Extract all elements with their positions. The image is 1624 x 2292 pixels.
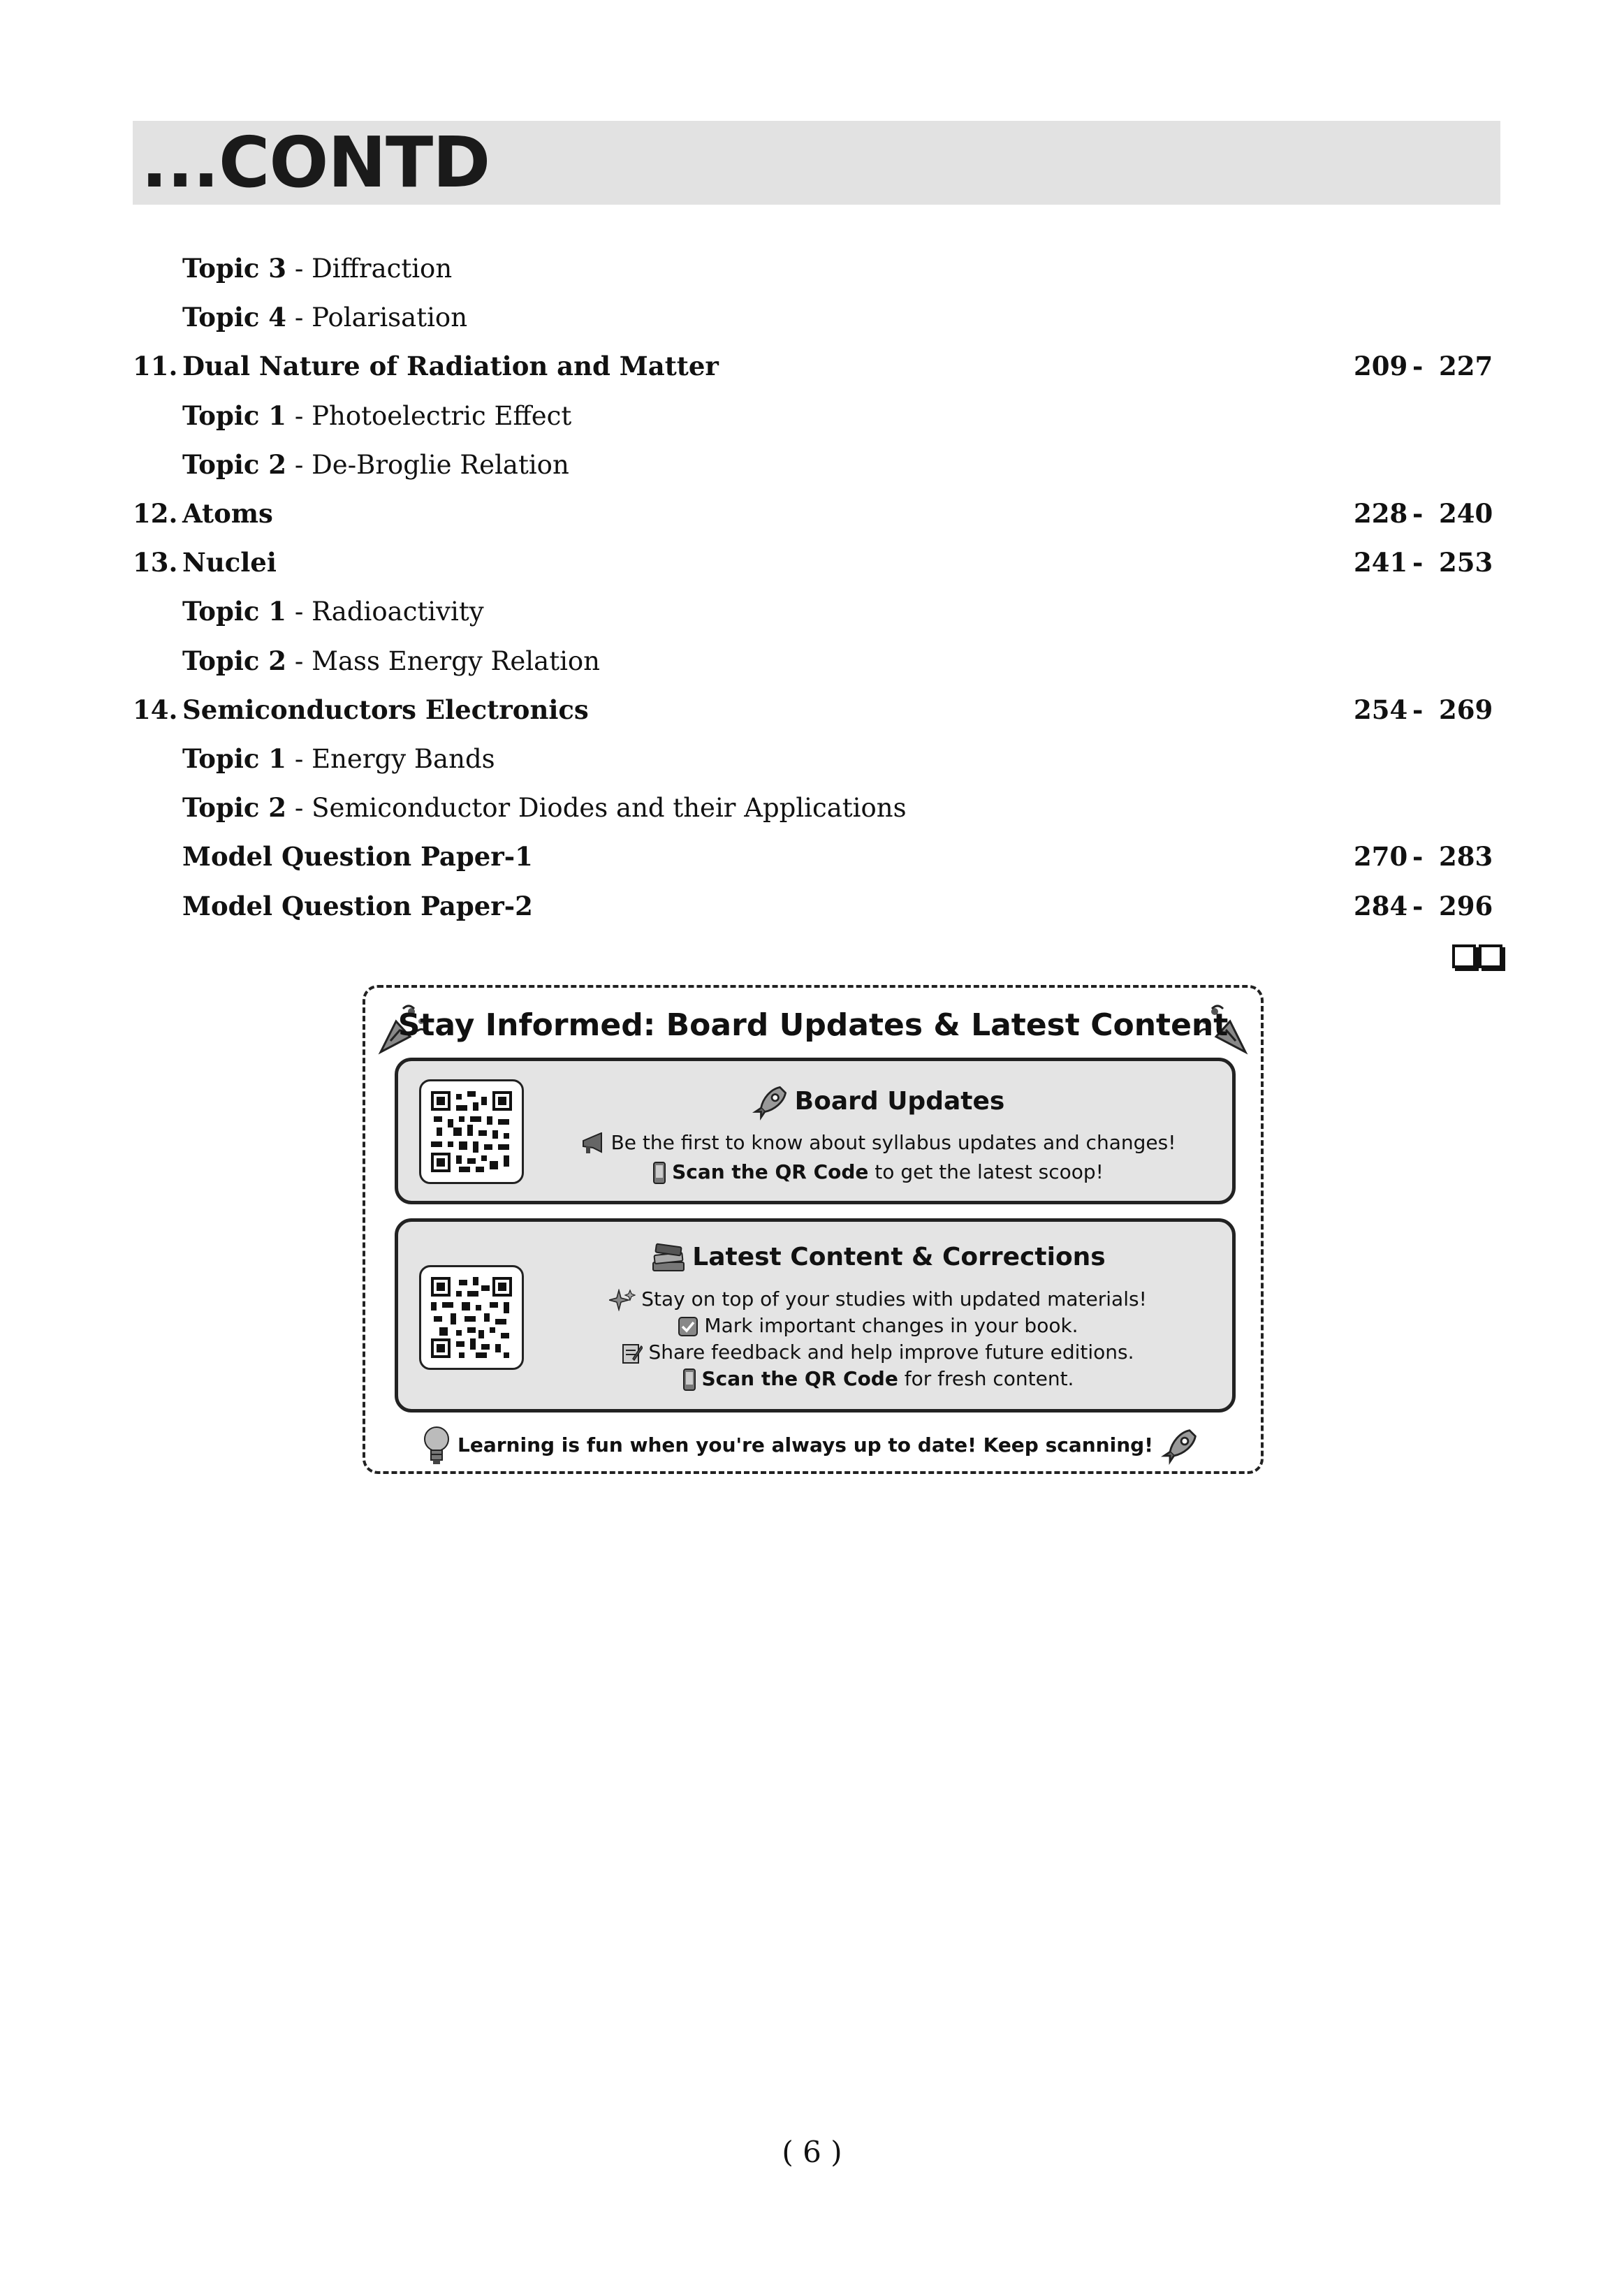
toc-entry-title (182, 689, 589, 731)
toc-page-from: 241 (1354, 547, 1408, 578)
toc-page-dash: - (1412, 351, 1424, 382)
toc-page-dash: - (1412, 841, 1424, 873)
books-icon (650, 1243, 687, 1273)
rocket-icon (1160, 1426, 1199, 1466)
toc-topic-label: Topic 1 (182, 743, 287, 774)
toc-page-dash: - (1412, 890, 1424, 921)
toc-row (0, 444, 1624, 486)
toc-chapter-title: Semiconductors Electronics (182, 694, 589, 725)
toc-topic-title: Photoelectric Effect (312, 400, 572, 431)
toc-entry-title: Topic 3 - Diffraction (182, 253, 453, 284)
phone-icon (652, 1162, 666, 1184)
end-mark-icon (1449, 944, 1502, 971)
sparkles-icon (609, 1289, 636, 1311)
memo-icon (622, 1342, 643, 1364)
toc-page-from: 254 (1354, 694, 1408, 725)
latest-content-line4 (538, 1367, 1218, 1391)
latest-content-card (395, 1218, 1236, 1413)
toc-topic-title: Diffraction (312, 254, 453, 284)
latest-content-line4-text: for fresh content. (898, 1367, 1074, 1390)
toc-row (0, 296, 1624, 338)
toc-topic-title: Semiconductor Diodes and their Applications (312, 793, 907, 824)
info-heading: Stay Informed: Board Updates & Latest Content (397, 1007, 1229, 1043)
latest-content-title (538, 1243, 1218, 1273)
checkbox-icon (678, 1316, 698, 1337)
toc-chapter-number: 14. (133, 694, 178, 725)
latest-content-line1 (538, 1287, 1218, 1311)
toc-row (0, 247, 1624, 289)
toc-entry-title: Topic 2 - Semiconductor Diodes and their Applications (182, 792, 907, 824)
toc-row (0, 345, 1624, 387)
toc-topic-label: Topic 2 (182, 448, 287, 480)
header-bar (133, 121, 1500, 205)
toc-chapter-title: Model Question Paper-1 (182, 841, 533, 873)
toc-row (0, 541, 1624, 583)
toc-chapter-title: Nuclei (182, 547, 277, 578)
toc-row (0, 590, 1624, 632)
toc-row (0, 738, 1624, 780)
toc-entry-title: Topic 1 - Energy Bands (182, 743, 495, 774)
toc-entry-title: Topic 2 - De-Broglie Relation (182, 448, 569, 480)
toc-entry-title: Topic 2 - Mass Energy Relation (182, 645, 601, 676)
board-updates-line2 (538, 1160, 1218, 1184)
toc-page-to: 283 (1439, 841, 1493, 873)
toc-page-from: 284 (1354, 890, 1408, 921)
toc-page-to: 253 (1439, 547, 1493, 578)
toc-topic-label: Topic 1 (182, 400, 287, 431)
toc-row (0, 885, 1624, 927)
latest-content-line3 (538, 1341, 1218, 1364)
board-updates-line1-text: Be the first to know about syllabus updates and changes! (610, 1131, 1176, 1154)
toc-row (0, 787, 1624, 829)
lightbulb-icon (421, 1425, 452, 1467)
latest-content-line2-text: Mark important changes in your book. (704, 1314, 1078, 1337)
toc-topic-title: Polarisation (312, 302, 468, 333)
toc-entry-title (182, 492, 273, 535)
toc-topic-title: Mass Energy Relation (312, 645, 601, 676)
latest-content-title-text: Latest Content & Corrections (692, 1243, 1106, 1271)
toc-chapter-number: 12. (133, 498, 178, 529)
toc-page-from: 270 (1354, 841, 1408, 873)
toc-entry-title: Topic 1 - Photoelectric Effect (182, 400, 572, 431)
toc-page-from: 209 (1354, 351, 1408, 382)
toc-chapter-title: Atoms (182, 498, 273, 529)
megaphone-icon (580, 1132, 606, 1155)
latest-content-line3-text: Share feedback and help improve future editions. (648, 1341, 1134, 1364)
rocket-icon (752, 1083, 789, 1121)
qr-code-icon[interactable] (419, 1079, 524, 1184)
latest-content-line1-text: Stay on top of your studies with updated materials! (641, 1287, 1147, 1311)
toc-entry-title (182, 885, 533, 928)
toc-row (0, 640, 1624, 682)
toc-topic-title: Radioactivity (312, 597, 484, 627)
info-footer (365, 1425, 1261, 1467)
latest-content-line2 (538, 1314, 1218, 1337)
toc-page-to: 227 (1439, 351, 1493, 382)
toc-chapter-title: Model Question Paper-2 (182, 890, 533, 921)
qr-code-icon[interactable] (419, 1265, 524, 1370)
phone-icon (682, 1368, 696, 1391)
toc-topic-label: Topic 3 (182, 253, 287, 284)
toc-page-to: 240 (1439, 498, 1493, 529)
toc-topic-label: Topic 2 (182, 645, 287, 676)
toc-topic-label: Topic 1 (182, 596, 287, 627)
scan-qr-label: Scan the QR Code (701, 1367, 898, 1390)
toc-topic-label: Topic 2 (182, 792, 287, 824)
toc-entry-title: Topic 4 - Polarisation (182, 302, 468, 333)
toc-page-dash: - (1412, 498, 1424, 529)
toc-page-dash: - (1412, 547, 1424, 578)
page-number: ( 6 ) (782, 2135, 842, 2169)
toc-chapter-number: 11. (133, 351, 178, 382)
board-updates-title (538, 1083, 1218, 1121)
toc-chapter-title: Dual Nature of Radiation and Matter (182, 351, 719, 382)
toc-entry-title (182, 835, 533, 878)
board-updates-line2-text: to get the latest scoop! (868, 1160, 1104, 1183)
toc-page-from: 228 (1354, 498, 1408, 529)
page-title: ...CONTD (141, 122, 490, 203)
toc-topic-label: Topic 4 (182, 302, 287, 333)
toc-row (0, 689, 1624, 731)
toc-entry-title (182, 541, 277, 584)
board-updates-card (395, 1058, 1236, 1204)
toc-topic-title: Energy Bands (312, 744, 495, 774)
scan-qr-label: Scan the QR Code (672, 1160, 869, 1183)
board-updates-line1 (538, 1131, 1218, 1155)
toc-page-to: 269 (1439, 694, 1493, 725)
toc-page-dash: - (1412, 694, 1424, 725)
info-box (363, 985, 1264, 1474)
toc-row (0, 835, 1624, 877)
toc-page-to: 296 (1439, 890, 1493, 921)
toc-entry-title: Topic 1 - Radioactivity (182, 596, 484, 627)
qr-code-pattern (431, 1277, 512, 1358)
toc-entry-title (182, 345, 719, 388)
toc-chapter-number: 13. (133, 547, 178, 578)
toc-topic-title: De-Broglie Relation (312, 449, 569, 480)
board-updates-title-text: Board Updates (794, 1087, 1005, 1116)
info-footer-text: Learning is fun when you're always up to date! Keep scanning! (458, 1433, 1153, 1457)
toc-row (0, 492, 1624, 534)
qr-code-pattern (431, 1091, 512, 1172)
toc-row (0, 395, 1624, 437)
